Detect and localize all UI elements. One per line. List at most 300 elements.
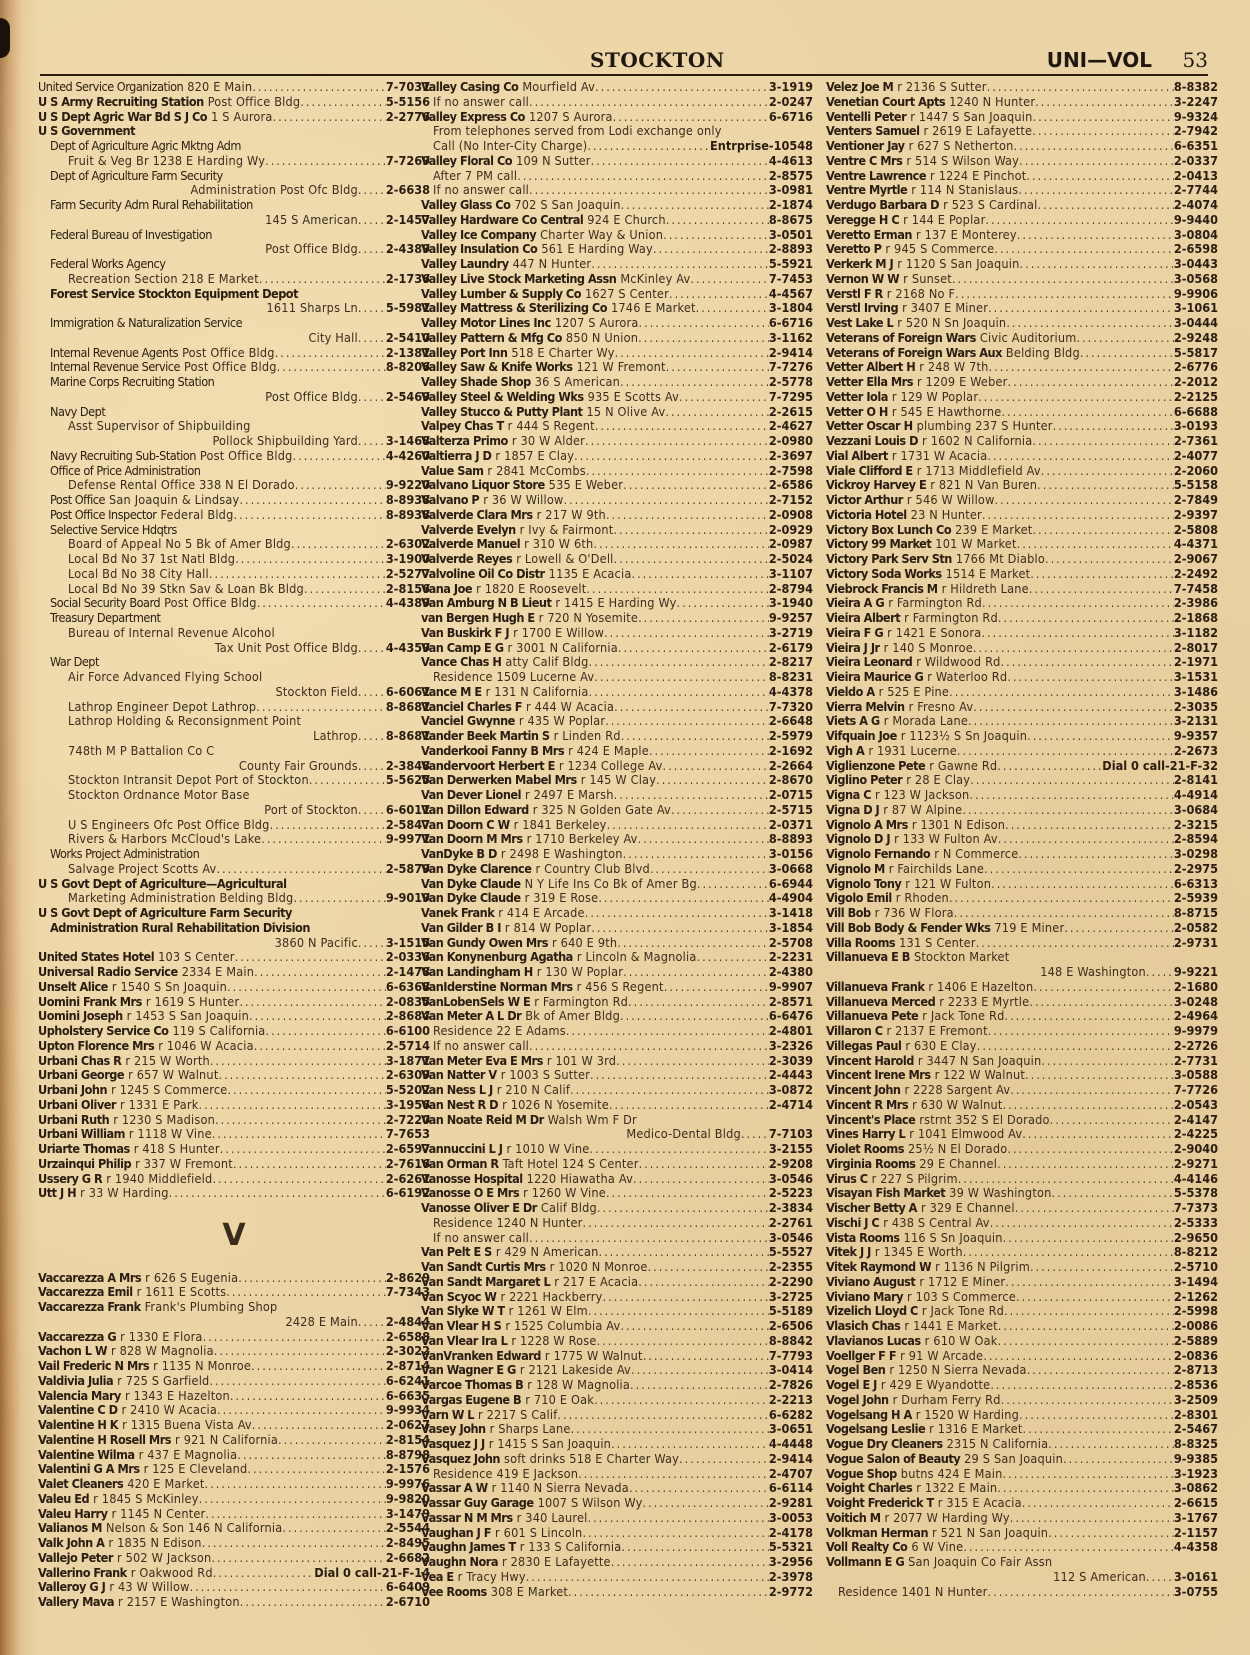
listing-name: U S Government [38, 124, 136, 139]
listing-name: Ventre Myrtle [826, 183, 908, 198]
listing-row [826, 1496, 1218, 1511]
listing-name: Vieira Leonard [826, 655, 913, 670]
leader-dots [589, 1142, 769, 1157]
listing-name: Dept of Agriculture Agric Mktng Adm [50, 139, 241, 153]
listing-name: Internal Revenue Agents [50, 345, 179, 360]
listing-address: Stockton Field [275, 684, 358, 699]
listing-row [38, 493, 430, 508]
listing-address: r 1845 S McKinley [93, 1491, 199, 1506]
leader-dots [621, 198, 769, 213]
listing-phone: 8-8382 [1173, 80, 1218, 94]
listing-name: Viebrock Francis M [826, 581, 938, 596]
listing-phone: 2-8017 [1173, 640, 1218, 655]
listing-name: van Bergen Hugh E [421, 611, 535, 625]
leader-dots [259, 272, 386, 287]
listing-name: Vieira Maurice G [826, 670, 924, 684]
leader-dots [613, 523, 769, 538]
leader-dots [963, 1245, 1174, 1260]
listing-name: Valentine C D [38, 1403, 118, 1418]
listing-name: Valley Port Inn [421, 345, 508, 360]
listing-row [826, 582, 1218, 597]
listing-phone: 3-1854 [768, 920, 813, 935]
leader-dots [649, 744, 769, 759]
leader-dots [595, 80, 769, 95]
listing-address: If no answer call [433, 1230, 530, 1245]
listing-row [826, 1231, 1218, 1246]
listing-address: r 1857 E Clay [495, 448, 575, 463]
leader-dots [952, 272, 1174, 287]
listing-address: r 502 W Jackson [116, 1550, 212, 1565]
listing-name: Vaughn James T [421, 1540, 516, 1555]
listing-phone: 4-4359 [385, 640, 430, 655]
leader-dots [589, 685, 769, 700]
listing-address: 3860 N Pacific [274, 935, 358, 950]
listing-address: r 1316 E Market [929, 1422, 1023, 1437]
leader-dots [358, 685, 386, 700]
listing-name: Van Doorn C W [421, 817, 510, 832]
listing-address: r 128 W Magnolia [527, 1378, 631, 1392]
leader-dots [591, 921, 769, 936]
listing-row [826, 449, 1218, 464]
listing-address: 420 E Market [127, 1477, 205, 1491]
page-title: STOCKTON [590, 48, 725, 72]
leader-dots [358, 213, 386, 228]
listing-phone: 2-0337 [1173, 153, 1218, 168]
leader-dots [677, 596, 769, 611]
listing-name: Vigolo Emil [826, 891, 892, 906]
listing-name: Vanosse O E Mrs [421, 1186, 520, 1201]
listing-row [421, 1319, 813, 1334]
leader-dots [210, 1054, 386, 1069]
leader-dots [1002, 1098, 1173, 1113]
listing-row [421, 1245, 813, 1260]
listing-phone: 2-0835 [385, 994, 430, 1009]
leader-dots [981, 626, 1173, 641]
listing-name: Vignolo Tony [826, 876, 902, 891]
listing-phone: 3-2719 [768, 625, 813, 640]
listing-name: Valeu Ed [38, 1491, 90, 1506]
leader-dots [205, 1477, 386, 1492]
listing-phone: 3-0193 [1173, 419, 1218, 434]
listing-address: r 217 W 9th [536, 507, 606, 522]
listing-row [826, 257, 1218, 272]
listing-row [826, 464, 1218, 479]
listing-name: Vogue Shop [826, 1466, 897, 1481]
listing-address: r 3001 N California [507, 640, 618, 655]
leader-dots [1033, 980, 1174, 995]
leader-dots [293, 449, 386, 464]
listing-phone: 2-3848 [385, 758, 430, 773]
listing-address: r N Commerce [934, 847, 1019, 861]
leader-dots [697, 950, 769, 965]
leader-dots [982, 508, 1174, 523]
listing-row [38, 1024, 430, 1039]
listing-name: Vischer Betty A [826, 1201, 917, 1215]
listing-phone: 2-4389 [385, 242, 430, 257]
leader-dots [586, 582, 768, 597]
listing-phone: 2-0715 [768, 788, 813, 802]
leader-dots [215, 1113, 386, 1128]
listing-phone: 2-4844 [385, 1314, 430, 1329]
listing-phone: 2-6648 [768, 714, 813, 729]
listing-name: Van Wagner E G [421, 1363, 516, 1378]
leader-dots [639, 316, 769, 331]
listing-address: r 523 S Cardinal [943, 198, 1038, 212]
listing-address: r 130 W Poplar [536, 965, 624, 979]
listing-name: Van Nest R D [421, 1097, 499, 1112]
listing-row [421, 1393, 813, 1408]
listing-address: 1207 S Aurora [528, 109, 613, 124]
listing-address: r Fresno Av [908, 699, 974, 714]
listing-address: r Country Club Blvd [535, 861, 650, 876]
listing-address: Board of Appeal No 5 Bk of Amer Bldg [68, 537, 291, 552]
listing-phone: 3-1919 [768, 80, 813, 94]
listing-address: After 7 PM call [433, 168, 518, 183]
listing-phone: 2-4714 [768, 1097, 813, 1112]
leader-dots [358, 641, 386, 656]
listing-row [38, 1098, 430, 1113]
listing-row [421, 1290, 813, 1305]
leader-dots [273, 110, 386, 125]
leader-dots [1003, 1467, 1174, 1482]
listing-address: r Farmington Rd [888, 596, 982, 611]
listing-row [826, 1172, 1218, 1187]
listing-address: Post Office Bldg [164, 596, 257, 611]
leader-dots [277, 360, 386, 375]
leader-dots [1001, 1393, 1174, 1408]
listing-address: Federal Bldg [160, 507, 234, 522]
listing-name: Value Sam [421, 463, 484, 478]
leader-dots [211, 1551, 386, 1566]
listing-address: r 133 S California [519, 1540, 622, 1555]
listing-address: r 1700 E Willow [513, 625, 605, 640]
leader-dots [517, 169, 769, 184]
listing-row [421, 847, 813, 862]
listing-phone: 2-5714 [385, 1038, 430, 1053]
leader-dots [1029, 995, 1174, 1010]
listing-name: Victory Park Serv Stn [826, 552, 952, 566]
listing-phone: 2-0987 [768, 537, 813, 552]
listing-phone: 4-4389 [385, 596, 430, 611]
listing-address: butns 424 E Main [900, 1466, 1003, 1481]
listing-name: Valentine Wilma [38, 1447, 135, 1462]
listing-row [421, 169, 813, 184]
listing-name: Venetian Court Apts [826, 94, 946, 109]
leader-dots [358, 1315, 386, 1330]
listing-address: r 525 E Pine [878, 684, 950, 699]
listing-phone: Dial 0 call-21-F-14 [314, 1565, 430, 1580]
listing-phone: 2-0908 [768, 507, 813, 522]
leader-dots [238, 1271, 386, 1286]
listing-address: N Y Life Ins Co Bk of Amer Bg [524, 876, 697, 891]
listing-address: r 103 S Commerce [907, 1289, 1016, 1304]
listing-phone: 2-2673 [1173, 743, 1218, 758]
listing-phone: 2-1576 [385, 1462, 430, 1477]
listing-row [38, 360, 430, 375]
listing-address: 1627 S Center [585, 286, 669, 301]
listing-phone: 2-4077 [1173, 448, 1218, 463]
listing-name: Vachon L W [38, 1344, 107, 1359]
listing-address: r Sunset [903, 271, 952, 286]
listing-row [826, 1452, 1218, 1467]
listing-address: r 1145 N Center [111, 1506, 206, 1521]
listing-name: Vitek Raymond W [826, 1260, 932, 1274]
listing-phone: 9-9906 [1173, 286, 1218, 301]
listing-row [38, 655, 430, 670]
listing-phone: 2-0543 [1173, 1097, 1218, 1112]
listing-phone: 3-1767 [1173, 1510, 1218, 1525]
listing-address: r 2498 E Washington [500, 847, 623, 861]
listing-address: r 514 S Wilson Way [906, 153, 1020, 168]
listing-row [826, 390, 1218, 405]
listing-name: Valentine H K [38, 1418, 119, 1432]
listing-row [421, 744, 813, 759]
listing-row [421, 1585, 813, 1600]
listing-address: r 2077 W Harding Wy [884, 1510, 1010, 1525]
listing-phone: 9-9976 [385, 1477, 430, 1491]
listing-row [421, 449, 813, 464]
listing-phone: 2-8893 [768, 242, 813, 257]
listing-address: r Linden Rd [553, 729, 621, 743]
listing-name: Valley Lumber & Supply Co [421, 286, 581, 301]
leader-dots [1045, 552, 1174, 567]
listing-row [38, 139, 430, 154]
listing-address: r 1209 E Weber [917, 375, 1008, 389]
listing-name: Vieira Albert [826, 611, 901, 625]
listing-phone: 7-7269 [385, 153, 430, 168]
leader-dots [1018, 847, 1173, 862]
listing-name: Vaccarezza G [38, 1329, 117, 1344]
leader-dots [663, 228, 769, 243]
listing-address: r 521 N San Joaquin [932, 1525, 1049, 1540]
listing-row [421, 1304, 813, 1319]
listing-name: Vargas Eugene B [421, 1392, 522, 1407]
listing-address: r 248 W 7th [919, 360, 989, 375]
listing-phone: 9-9221 [1173, 965, 1218, 979]
listing-phone: 2-3978 [768, 1569, 813, 1584]
listing-phone: 8-8681 [385, 699, 430, 714]
listing-name: Valentine H Rosell Mrs [38, 1432, 172, 1447]
listing-address: r 2157 E Washington [118, 1595, 240, 1609]
listing-phone: 8-8893 [768, 832, 813, 847]
listing-name: Van Dyke Clarence [421, 861, 532, 876]
listing-address: r Sharps Lane [489, 1422, 571, 1437]
listing-name: Victor Arthur [826, 493, 903, 507]
leader-dots [614, 552, 769, 567]
listing-name: Ventioner Jay [826, 139, 905, 153]
listing-row [826, 1437, 1218, 1452]
listing-row [38, 803, 430, 818]
leader-dots [585, 906, 769, 921]
listing-name: Vogelsang H A [826, 1407, 912, 1422]
listing-address: r 1026 N Yosemite [502, 1097, 609, 1112]
listing-phone: 3-2247 [1173, 94, 1218, 109]
leader-dots [663, 759, 769, 774]
leader-dots [275, 346, 386, 361]
leader-dots [358, 331, 386, 346]
listing-row [38, 1374, 430, 1389]
leader-dots [526, 1570, 769, 1585]
leader-dots [1005, 1275, 1174, 1290]
listing-address: Post Office Bldg [265, 242, 358, 257]
listing-row [38, 1477, 430, 1492]
listing-phone: 2-6597 [385, 1142, 430, 1156]
listing-row [421, 1334, 813, 1349]
listing-row [421, 1540, 813, 1555]
leader-dots [593, 537, 768, 552]
listing-name: Forest Service Stockton Equipment Depot [50, 286, 299, 301]
leader-dots [295, 478, 386, 493]
listing-row [826, 508, 1218, 523]
leader-dots [628, 995, 769, 1010]
leader-dots [638, 832, 769, 847]
listing-phone: 3-2155 [768, 1142, 813, 1156]
listing-phone: 2-8684 [385, 1009, 430, 1024]
listing-phone: 2-0627 [385, 1418, 430, 1432]
leader-dots [962, 803, 1174, 818]
listing-address: If no answer call [433, 183, 530, 198]
listing-phone: 2-3215 [1173, 817, 1218, 832]
listing-phone: 3-0568 [1173, 271, 1218, 286]
listing-address: 702 S San Joaquin [514, 198, 621, 212]
listing-address: 1207 S Aurora [554, 316, 639, 330]
listing-name: Vance M E [421, 684, 482, 699]
listing-row [38, 641, 430, 656]
listing-address: Residence 419 E Jackson [433, 1466, 579, 1481]
listing-name: Van Natter V [421, 1068, 497, 1083]
listing-row [421, 1024, 813, 1039]
leader-dots [598, 891, 769, 906]
leader-dots [648, 1260, 769, 1275]
leader-dots [955, 287, 1174, 302]
listing-row [421, 1570, 813, 1585]
listing-name: Valley Motor Lines Inc [421, 316, 551, 330]
listing-address: r 2168 No F [886, 286, 956, 301]
listing-name: Vallerino Frank [38, 1565, 127, 1580]
listing-address: 447 N Hunter [512, 257, 592, 271]
listing-row [826, 272, 1218, 287]
listing-row [826, 331, 1218, 346]
listing-address: 2315 N California [946, 1437, 1049, 1451]
leader-dots [300, 95, 386, 110]
listing-name: Ventre C Mrs [826, 153, 903, 168]
leader-dots [1048, 1437, 1174, 1452]
listing-phone: 2-8714 [385, 1359, 430, 1373]
listing-address: r 215 W Worth [125, 1053, 210, 1068]
leader-dots [957, 744, 1174, 759]
leader-dots [653, 242, 769, 257]
leader-dots [198, 1098, 385, 1113]
leader-dots [220, 1142, 386, 1157]
listing-address: r 30 W Alder [511, 434, 586, 448]
listing-row [421, 1186, 813, 1201]
listing-row [826, 1363, 1218, 1378]
listing-address: r 1835 N Edison [108, 1536, 202, 1550]
listing-phone: 2-8154 [385, 1432, 430, 1447]
listing-row [421, 832, 813, 847]
leader-dots [583, 1216, 769, 1231]
listing-address: r 36 W Willow [483, 493, 564, 507]
listing-phone: 3-0161 [1173, 1569, 1218, 1584]
listing-address: 109 N Sutter [516, 153, 591, 168]
listing-phone: 3-1494 [1173, 1274, 1218, 1289]
listing-phone: 2-1868 [1173, 611, 1218, 625]
listing-name: Vieira A G [826, 596, 885, 611]
listing-row [38, 611, 430, 626]
leader-dots [1019, 154, 1174, 169]
listing-phone: 3-1804 [768, 301, 813, 316]
listing-name: Van Noate Reid M Dr [421, 1112, 544, 1127]
listing-row [826, 493, 1218, 508]
listing-row [421, 405, 813, 420]
listing-name: U S Dept Agric War Bd S J Co [38, 109, 208, 124]
listing-row [826, 552, 1218, 567]
listing-row [826, 965, 1218, 980]
listing-name: Vignolo D J [826, 832, 891, 847]
listing-phone: 2-8713 [1173, 1363, 1218, 1378]
listing-address: 2334 E Main [181, 965, 255, 979]
listing-row [826, 655, 1218, 670]
listing-address: 1135 E Acacia [548, 566, 632, 581]
listing-address: 820 E Main [187, 80, 253, 94]
listing-name: Vlasich Chas [826, 1319, 901, 1333]
leader-dots [988, 1585, 1174, 1600]
leader-dots [240, 1595, 386, 1610]
listing-row [38, 213, 430, 228]
listing-address: r 1453 S San Joaquin [126, 1009, 249, 1024]
leader-dots [256, 700, 386, 715]
listing-name: Urbani Chas R [38, 1053, 122, 1068]
listing-address: r 145 W Clay [580, 773, 657, 788]
listing-row [421, 891, 813, 906]
listing-row [38, 434, 430, 449]
listing-name: Van Dillon Edward [421, 802, 529, 817]
listing-name: Valley Casing Co [421, 80, 519, 94]
leader-dots [623, 965, 769, 980]
listing-address: r 546 W Willow [906, 493, 995, 507]
listing-row [421, 419, 813, 434]
listing-address: r 429 N American [495, 1245, 599, 1260]
leader-dots [621, 1540, 768, 1555]
leader-dots [293, 891, 385, 906]
listing-address: r 601 S Lincoln [495, 1525, 583, 1540]
leader-dots [595, 419, 769, 434]
listing-row [38, 242, 430, 257]
listing-phone: 7-7653 [385, 1127, 430, 1142]
listing-phone: 2-5467 [1173, 1422, 1218, 1437]
leader-dots [985, 213, 1173, 228]
listing-phone: 2-2726 [1173, 1038, 1218, 1053]
listing-address: San Joaquin & Lindsay [109, 493, 240, 507]
listing-address: r 2121 Lakeside Av [519, 1363, 631, 1378]
listing-phone: Dial 0 call-21-F-32 [1102, 758, 1218, 773]
listing-address: r 329 E Channel [920, 1201, 1015, 1215]
listing-name: Valley Mattress & Sterilizing Co [421, 301, 607, 316]
listing-address: 748th M P Battalion Co C [68, 743, 215, 758]
listing-phone: 2-4627 [768, 419, 813, 434]
listing-row [826, 877, 1218, 892]
listing-address: Asst Supervisor of Shipbuilding [68, 419, 251, 434]
listing-address: Post Office Bldg [207, 94, 301, 109]
listing-phone: 6-6282 [768, 1407, 813, 1422]
leader-dots [237, 1448, 386, 1463]
listing-address: 1766 Mt Diablo [955, 552, 1045, 566]
listing-row [38, 1418, 430, 1433]
listing-phone: 4-4260 [385, 448, 430, 463]
leader-dots [697, 877, 769, 892]
listing-address: 1746 E Market [610, 301, 696, 316]
listing-phone: 3-1418 [768, 906, 813, 920]
